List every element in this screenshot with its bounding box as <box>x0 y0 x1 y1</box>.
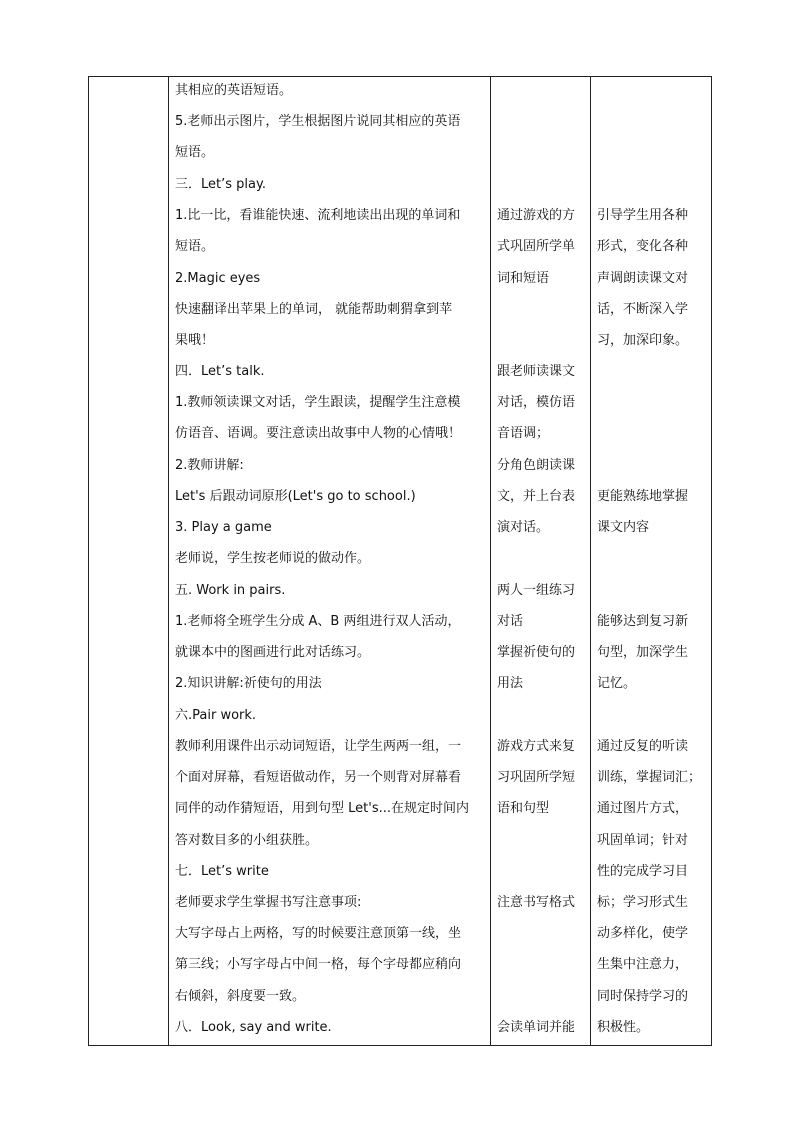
activity-line: 分角色朗读课 <box>497 458 576 473</box>
intent-line: 记忆。 <box>597 676 637 691</box>
intent-line: 习，加深印象。 <box>597 333 689 348</box>
intent-line: 通过图片方式， <box>597 801 689 816</box>
step-line: 五. Work in pairs. <box>175 583 286 598</box>
intent-line: 积极性。 <box>597 1020 650 1035</box>
step-line: 5.老师出示图片，学生根据图片说同其相应的英语 <box>175 114 461 129</box>
intent-line: 标；学习形式生 <box>597 895 689 910</box>
step-line: 个面对屏幕，看短语做动作，另一个则背对屏幕看 <box>175 770 462 785</box>
step-line: 八．Look, say and write. <box>175 1020 332 1035</box>
activity-line: 对话，模仿语 <box>497 395 576 410</box>
step-line: 大写字母占上两格，写的时候要注意顶第一线，坐 <box>175 926 462 941</box>
step-line: 老师说，学生按老师说的做动作。 <box>175 551 371 566</box>
step-line: 2.Magic eyes <box>175 271 261 286</box>
step-line: 同伴的动作猜短语，用到句型 Let's...在规定时间内 <box>175 801 469 816</box>
step-line: 右倾斜，斜度要一致。 <box>175 989 306 1004</box>
step-line: 2.知识讲解:祈使句的用法 <box>175 676 322 691</box>
activity-line: 文，并上台表 <box>497 489 576 504</box>
design-intent-cell <box>591 77 712 1046</box>
intent-line: 生集中注意力， <box>597 957 689 972</box>
activity-line: 跟老师读课文 <box>497 364 576 379</box>
step-line: 六.Pair work. <box>175 708 257 723</box>
activity-line: 习巩固所学短 <box>497 770 576 785</box>
step-line: 短语。 <box>175 145 215 160</box>
step-line: 果哦！ <box>175 333 215 348</box>
intent-line: 性的完成学习目 <box>597 864 689 879</box>
activity-line: 语和句型 <box>497 801 550 816</box>
lesson-plan-table <box>88 76 712 1046</box>
stage-column-cell <box>89 77 169 1046</box>
intent-line: 动多样化，使学 <box>597 926 689 941</box>
activity-line: 音语调； <box>497 426 550 441</box>
step-line: Let's 后跟动词原形(Let's go to school.) <box>175 489 416 504</box>
step-line: 七．Let’s write <box>175 864 269 879</box>
activity-line: 用法 <box>497 676 524 691</box>
student-activity-cell <box>491 77 591 1046</box>
intent-line: 课文内容 <box>597 520 650 535</box>
step-line: 第三线；小写字母占中间一格，每个字母都应稍向 <box>175 957 462 972</box>
intent-line: 声调朗读课文对 <box>597 271 689 286</box>
step-line: 四．Let’s talk. <box>175 364 265 379</box>
intent-line: 形式，变化各种 <box>597 239 689 254</box>
intent-line: 通过反复的听读 <box>597 739 689 754</box>
step-line: 教师利用课件出示动词短语，让学生两两一组，一 <box>175 739 462 754</box>
step-line: 1.教师领读课文对话，学生跟读，提醒学生注意模 <box>175 395 461 410</box>
activity-line: 词和短语 <box>497 271 550 286</box>
step-line: 仿语音、语调。要注意读出故事中人物的心情哦！ <box>175 426 462 441</box>
activity-line: 两人一组练习 <box>497 583 576 598</box>
intent-line: 话，不断深入学 <box>597 302 689 317</box>
activity-line: 演对话。 <box>497 520 550 535</box>
step-line: 1.比一比，看谁能快速、流利地读出出现的单词和 <box>175 208 461 223</box>
intent-line: 更能熟练地掌握 <box>597 489 689 504</box>
intent-line: 巩固单词；针对 <box>597 833 689 848</box>
step-line: 3. Play a game <box>175 520 272 535</box>
activity-line: 式巩固所学单 <box>497 239 576 254</box>
intent-line: 训练，掌握词汇； <box>597 770 702 785</box>
intent-line: 同时保持学习的 <box>597 989 689 1004</box>
activity-line: 游戏方式来复 <box>497 739 576 754</box>
intent-line: 能够达到复习新 <box>597 614 689 629</box>
step-line: 老师要求学生掌握书写注意事项: <box>175 895 362 910</box>
step-line: 1.老师将全班学生分成 A、B 两组进行双人活动， <box>175 614 461 629</box>
activity-line: 对话 <box>497 614 524 629</box>
step-line: 就课本中的图画进行此对话练习。 <box>175 645 371 660</box>
activity-line: 注意书写格式 <box>497 895 576 910</box>
intent-line: 引导学生用各种 <box>597 208 689 223</box>
activity-line: 掌握祈使句的 <box>497 645 576 660</box>
intent-line: 句型，加深学生 <box>597 645 689 660</box>
step-line: 三．Let’s play. <box>175 177 266 192</box>
step-line: 答对数目多的小组获胜。 <box>175 833 319 848</box>
activity-line: 通过游戏的方 <box>497 208 576 223</box>
teaching-steps-cell <box>169 77 491 1046</box>
step-line: 其相应的英语短语。 <box>175 83 293 98</box>
step-line: 快速翻译出苹果上的单词， 就能帮助刺猬拿到苹 <box>175 302 453 317</box>
activity-line: 会读单词并能 <box>497 1020 576 1035</box>
step-line: 短语。 <box>175 239 215 254</box>
step-line: 2.教师讲解: <box>175 458 244 473</box>
